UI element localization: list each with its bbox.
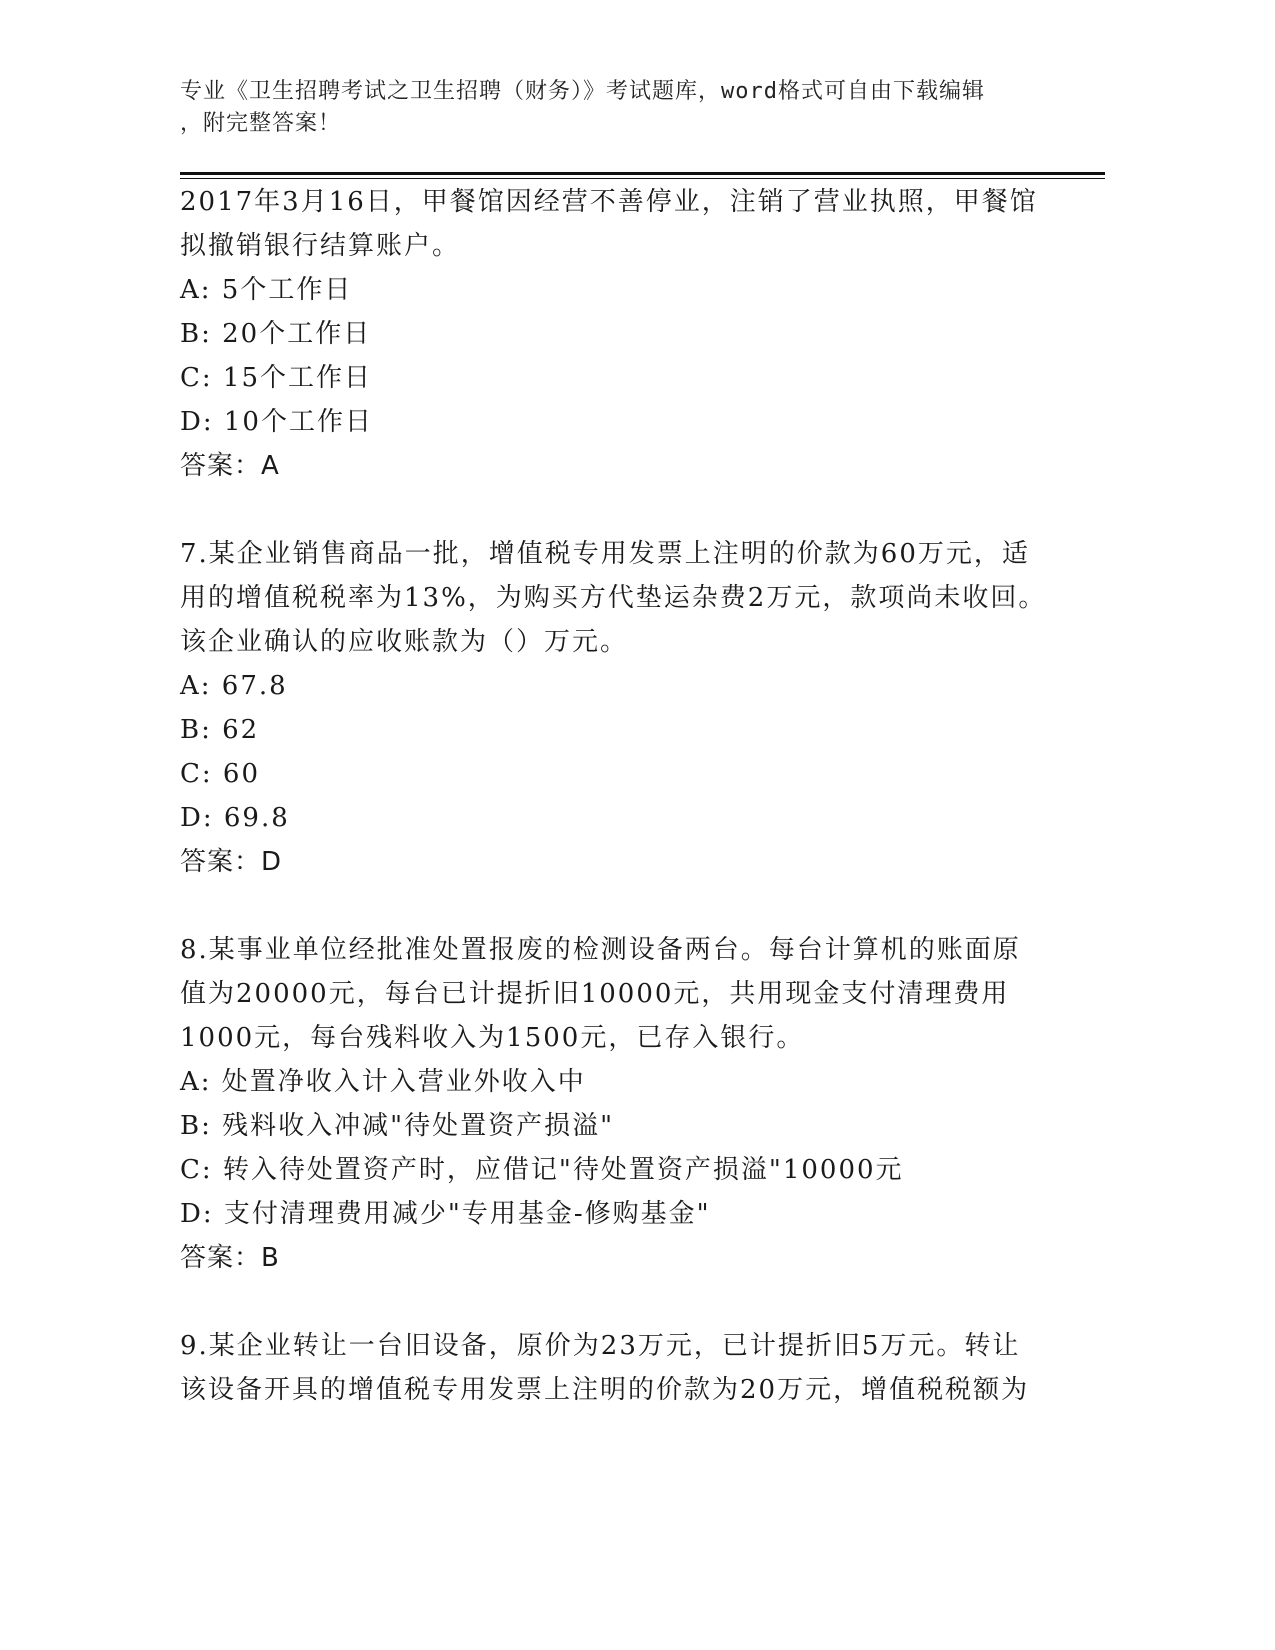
option-c: C: 转入待处置资产时，应借记"待处置资产损溢"10000元 [180,1155,904,1185]
question-block [180,180,1060,488]
spacer [180,884,1060,928]
header-rule-thin [180,178,1105,179]
question-stem-line: 9.某企业转让一台旧设备，原价为23万元，已计提折旧5万元。转让 [180,1331,1021,1361]
answer-line: 答案：A [180,451,280,481]
spacer [180,1280,1060,1324]
question-stem-line: 拟撤销银行结算账户。 [180,231,461,261]
question-list [180,180,1060,1412]
option-c: C: 60 [180,759,261,789]
question-stem-line: 7.某企业销售商品一批，增值税专用发票上注明的价款为60万元，适 [180,539,1030,569]
option-d: D: 69.8 [180,803,290,833]
question-stem-line: 该设备开具的增值税专用发票上注明的价款为20万元，增值税税额为 [180,1375,1030,1405]
option-b: B: 62 [180,715,260,745]
question-stem-line: 1000元，每台残料收入为1500元，已存入银行。 [180,1023,805,1053]
question-stem-line: 用的增值税税率为13%，为购买方代垫运杂费2万元，款项尚未收回。 [180,583,1047,613]
question-block [180,1324,1060,1412]
answer-line: 答案：D [180,847,283,877]
spacer [180,488,1060,532]
option-b: B: 20个工作日 [180,319,372,349]
header-line-1: 专业《卫生招聘考试之卫生招聘（财务）》考试题库，word格式可自由下载编辑 [180,79,985,104]
question-stem-line: 2017年3月16日，甲餐馆因经营不善停业，注销了营业执照，甲餐馆 [180,187,1038,217]
header-rule-thick [180,172,1105,175]
question-stem-line: 8.某事业单位经批准处置报废的检测设备两台。每台计算机的账面原 [180,935,1021,965]
option-c: C: 15个工作日 [180,363,373,393]
option-d: D: 支付清理费用减少"专用基金-修购基金" [180,1199,711,1229]
option-a: A: 5个工作日 [180,275,353,305]
header-line-2: ，附完整答案！ [180,111,342,136]
question-stem-line: 该企业确认的应收账款为（）万元。 [180,627,629,657]
option-d: D: 10个工作日 [180,407,373,437]
option-b: B: 残料收入冲减"待处置资产损溢" [180,1111,615,1141]
answer-line: 答案：B [180,1243,280,1273]
document-header [180,76,1050,140]
question-block [180,928,1060,1280]
option-a: A: 处置净收入计入营业外收入中 [180,1067,586,1097]
option-a: A: 67.8 [180,671,288,701]
question-stem-line: 值为20000元，每台已计提折旧10000元，共用现金支付清理费用 [180,979,1010,1009]
question-block [180,532,1060,884]
